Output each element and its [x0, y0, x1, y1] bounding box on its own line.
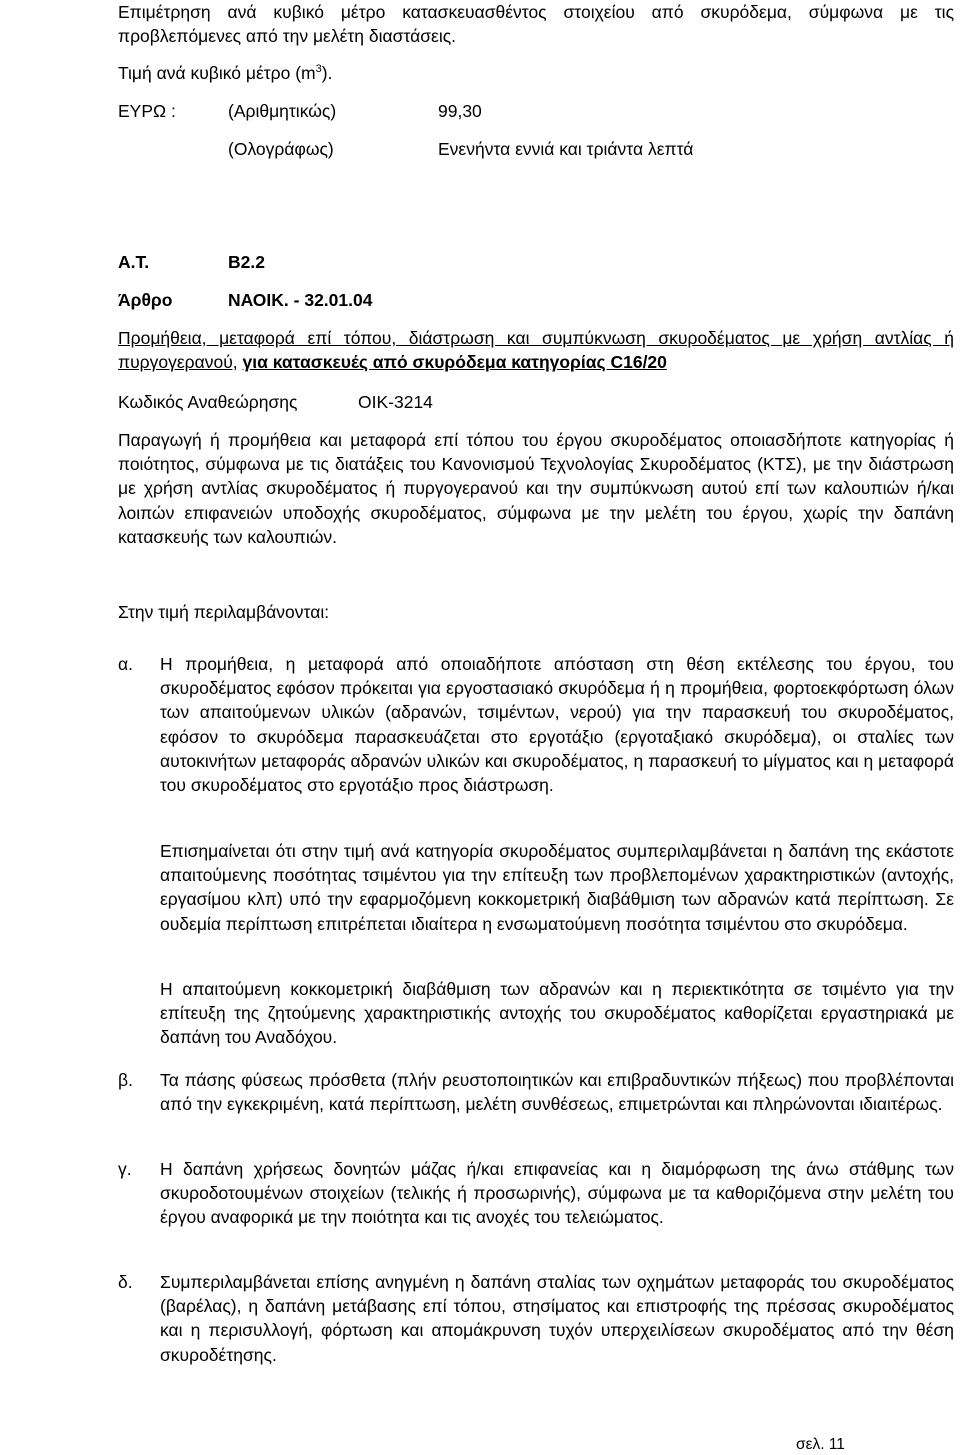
unit-price-prefix: Τιμή ανά κυβικό μέτρο (m	[118, 63, 316, 83]
at-value: Β2.2	[228, 252, 265, 272]
words-value: Ενενήντα εννιά και τριάντα λεπτά	[438, 139, 694, 159]
article-title-part1: Προμήθεια, μεταφορά επί τόπου, διάστρωση και συμπύκνωση σκυροδέματος με χρήση αντλίας ή πυργογερανού,	[118, 328, 954, 373]
includes-heading: Στην τιμή περιλαμβάνονται:	[118, 602, 330, 622]
item-paragraph: Επισημαίνεται ότι στην τιμή ανά κατηγορία σκυροδέματος συμπεριλαμβάνεται η δαπάνη της εκάστοτε απαιτούμενης ποσότητας τσιμέντου για την επίτευξη των προβλεπομένων χαρακτηριστικών (αντοχής, εργασίμου κλπ) υπό την εφαρμοζόμενη κοκκομετρική διαβάθμιση των αδρανών κατά περίπτωση. Σε ουδεμία περίπτωση επιτρέπεται ιδιαίτερα η ενσωματούμενη ποσότητα τσιμέντου στο σκυρόδεμα.	[160, 841, 954, 934]
unit-price-sup: 3	[315, 63, 322, 76]
revision-code-label: Κωδικός Αναθεώρησης	[118, 392, 298, 412]
words-label: (Ολογράφως)	[228, 139, 334, 159]
item-paragraph: Τα πάσης φύσεως πρόσθετα (πλήν ρευστοποιητικών και επιβραδυντικών πήξεως) που προβλέπονται από την εγκεκριμένη, κατά περίπτωση, μελέτη συνθέσεως, επιμετρώνται και πληρώνονται ιδιαιτέρως.	[160, 1070, 954, 1115]
arthro-label: Άρθρο	[118, 290, 173, 310]
unit-price-suffix: ).	[321, 63, 333, 83]
item-label: β.	[118, 1070, 133, 1090]
item-label: δ.	[118, 1272, 133, 1292]
item-paragraph: Συμπεριλαμβάνεται επίσης ανηγμένη η δαπάνη σταλίας των οχημάτων μεταφοράς του σκυροδέματος (βαρέλας), η δαπάνη μετάβασης επί τόπου, στησίματος και επιστροφής της πρέσσας σκυροδέματος και η περισυλλογή, φόρτωση και απομάκρυνση τυχόν υπερχειλίσεων σκυροδέματος από την θέση σκυροδέτησης.	[160, 1272, 954, 1365]
article-title-part2: για κατασκευές από σκυρόδεμα κατηγορίας C16/20	[242, 352, 667, 373]
numeric-value: 99,30	[438, 101, 482, 121]
arthro-value: ΝΑΟΙΚ. - 32.01.04	[228, 290, 373, 310]
page-number: σελ. 11	[796, 1436, 845, 1453]
article-description: Παραγωγή ή προμήθεια και μεταφορά επί τόπου του έργου σκυροδέματος οποιασδήποτε κατηγορίας ή ποιότητος, σύμφωνα με τις διατάξεις του Κανονισμού Τεχνολογίας Σκυροδέματος (ΚΤΣ), με την διάστρωση με χρήση αντλίας σκυροδέματος ή πυργογερανού και την συμπύκνωση αυτού επί των καλουπιών ή/και λοιπών επιφανειών υποδοχής σκυροδέματος, σύμφωνα με την μελέτη του έργου, χωρίς την δαπάνη κατασκευής των καλουπιών.	[118, 430, 954, 547]
item-label: γ.	[118, 1159, 132, 1179]
numeric-label: (Αριθμητικώς)	[228, 101, 337, 121]
euro-label: ΕΥΡΩ :	[118, 101, 176, 121]
measurement-text: Επιμέτρηση ανά κυβικό μέτρο κατασκευασθέντος στοιχείου από σκυρόδεμα, σύμφωνα με τις προβλεπόμενες από την μελέτη διαστάσεις.	[118, 2, 954, 47]
at-label: Α.Τ.	[118, 252, 150, 272]
item-paragraph: Η απαιτούμενη κοκκομετρική διαβάθμιση των αδρανών και η περιεκτικότητα σε τσιμέντο για την επίτευξη της ζητούμενης χαρακτηριστικής αντοχής του σκυροδέματος καθορίζεται εργαστηριακά με δαπάνη του Αναδόχου.	[160, 979, 954, 1048]
item-paragraph: Η δαπάνη χρήσεως δονητών μάζας ή/και επιφανείας και η διαμόρφωση της άνω στάθμης των σκυροδοτουμένων στοιχείων (τελικής ή προσωρινής), σύμφωνα με τα καθοριζόμενα στην μελέτη του έργου αναφορικά με την ποιότητα και τις ανοχές του τελειώματος.	[160, 1159, 954, 1228]
item-paragraph: Η προμήθεια, η μεταφορά από οποιαδήποτε απόσταση στη θέση εκτέλεσης του έργου, του σκυροδέματος εφόσον πρόκειται για εργοστασιακό σκυρόδεμα ή η προμήθεια, φορτοεκφόρτωση όλων των απαιτούμενων υλικών (αδρανών, τσιμέντων, νερού) για την παρασκευή του σκυροδέματος, εφόσον το σκυρόδεμα παρασκευάζεται στο εργοτάξιο (εργοταξιακό σκυρόδεμα), οι σταλίες των αυτοκινήτων μεταφοράς αδρανών υλικών και σκυροδέματος, η παρασκευή το μίγματος και η μεταφορά του σκυροδέματος στο εργοτάξιο προς διάστρωση.	[160, 654, 954, 796]
revision-code-value: ΟΙΚ-3214	[358, 392, 433, 412]
item-label: α.	[118, 654, 133, 674]
article-title	[118, 326, 954, 374]
unit-price-line	[118, 61, 332, 85]
